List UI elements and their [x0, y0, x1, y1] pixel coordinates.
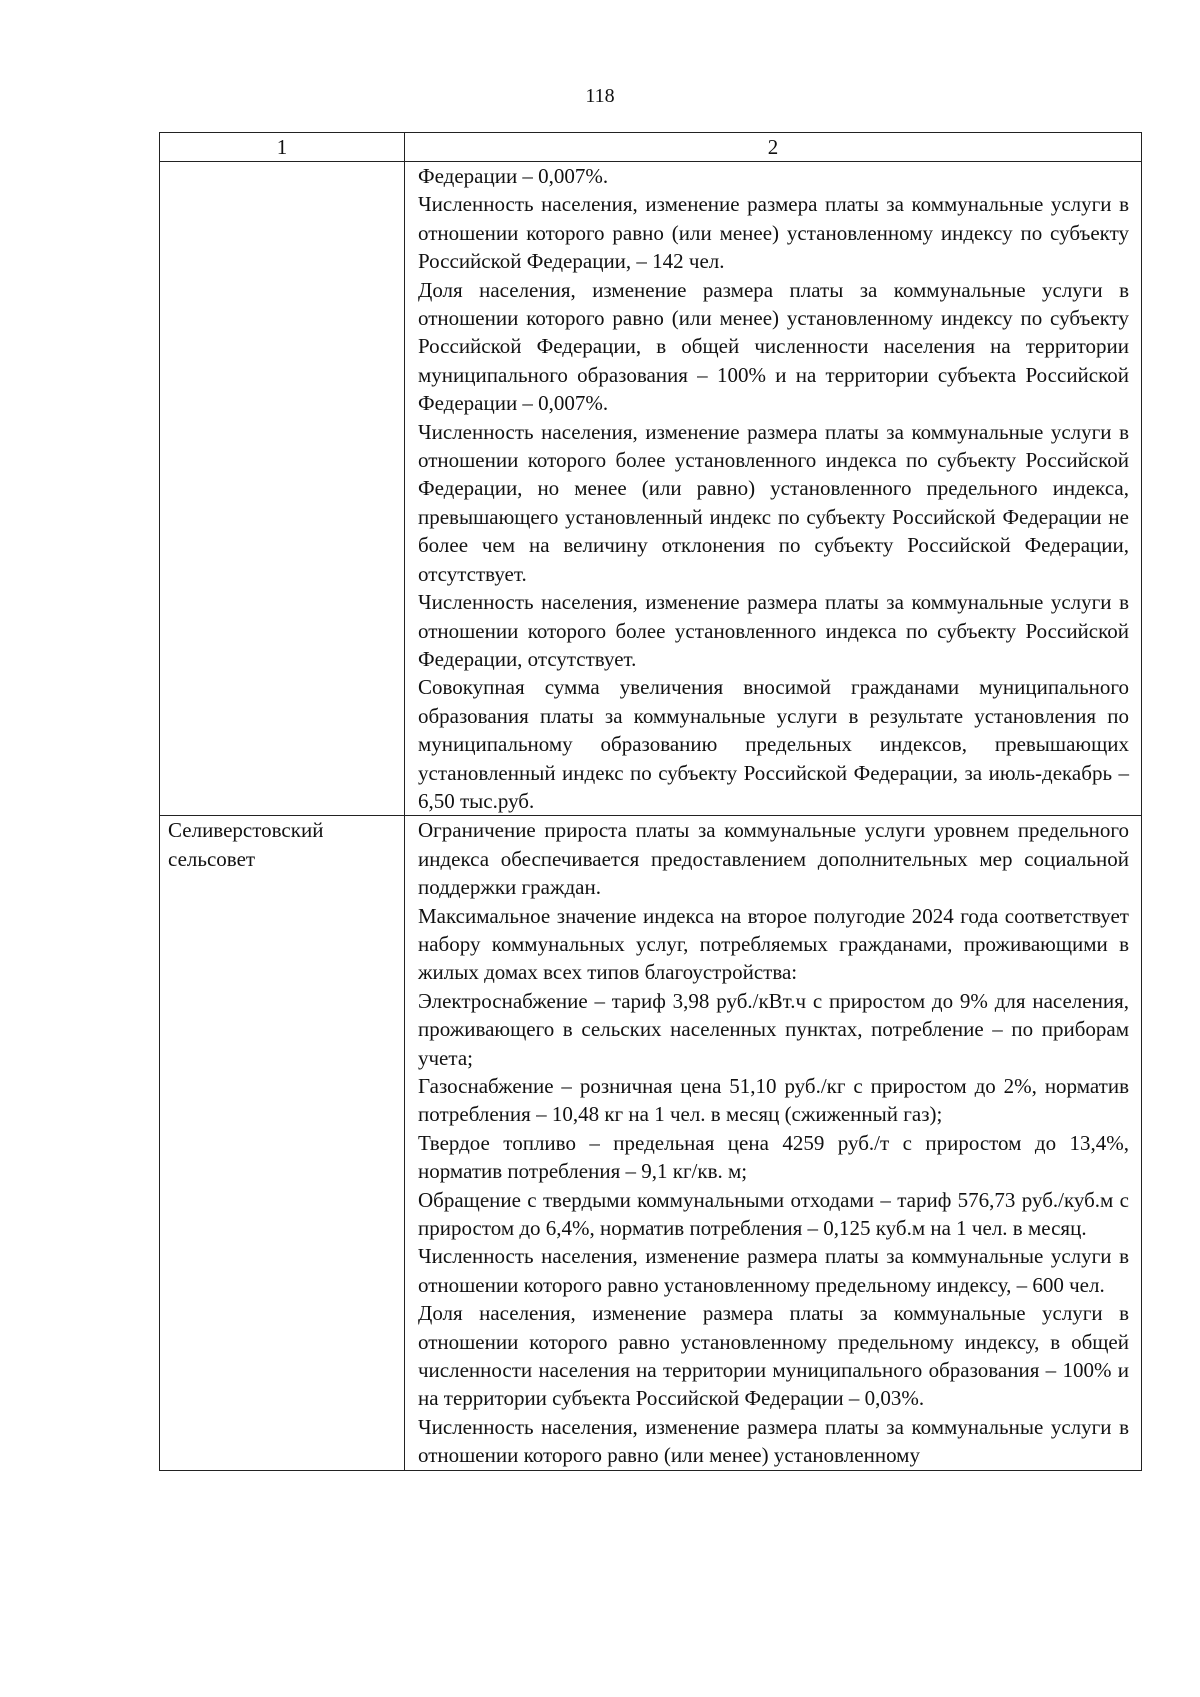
- data-table: [159, 132, 1142, 1471]
- municipality-name-cell: [160, 162, 405, 816]
- paragraph: Доля населения, изменение размера платы за коммунальные услуги в отношении которого равно (или менее) установленному индексу по субъекту Российской Федерации, в общей численности населения на территории муниципального образования – 100% и на территории субъекта Российской Федерации – 0,007%.: [418, 277, 1129, 416]
- paragraph: Численность населения, изменение размера платы за коммунальные услуги в отношении которого более установленного индекса по субъекту Российской Федерации, отсутствует.: [418, 590, 1129, 671]
- column-header-2: 2: [405, 133, 1142, 162]
- municipality-name-cell: Селиверстовский сельсовет: [160, 816, 405, 1470]
- page-number: 118: [585, 85, 615, 107]
- table-row: [160, 162, 1142, 816]
- table-header-row: [160, 133, 1142, 162]
- paragraph: Электроснабжение – тариф 3,98 руб./кВт.ч с приростом до 9% для населения, проживающего в сельских населенных пунктах, потребление – по приборам учета;: [418, 988, 1129, 1070]
- paragraph: Совокупная сумма увеличения вносимой гражданами муниципального образования платы за коммунальные услуги в результате установления по муниципальному образованию предельных индексов, превышающих установленный индекс по субъекту Российской Федерации, за июль-декабрь – 6,50 тыс.руб.: [418, 675, 1129, 813]
- paragraph: Твердое топливо – предельная цена 4259 руб./т с приростом до 13,4%, норматив потребления – 9,1 кг/кв. м;: [418, 1130, 1129, 1184]
- paragraph: Максимальное значение индекса на второе полугодие 2024 года соответствует набору коммунальных услуг, потребляемых гражданами, проживающими в жилых домах всех типов благоустройства:: [418, 903, 1129, 985]
- paragraph: Численность населения, изменение размера платы за коммунальные услуги в отношении которого равно (или менее) установленному индексу по субъекту Российской Федерации, – 142 чел.: [418, 192, 1129, 274]
- paragraph: Обращение с твердыми коммунальными отходами – тариф 576,73 руб./куб.м с приростом до 6,4%, норматив потребления – 0,125 куб.м на 1 чел. в месяц.: [418, 1187, 1129, 1241]
- paragraph: Газоснабжение – розничная цена 51,10 руб./кг с приростом до 2%, норматив потребления – 10,48 кг на 1 чел. в месяц (сжиженный газ);: [418, 1074, 1129, 1127]
- paragraph: Федерации – 0,007%.: [418, 164, 609, 188]
- paragraph: Ограничение прироста платы за коммунальные услуги уровнем предельного индекса обеспечивается предоставлением дополнительных мер социальной поддержки граждан.: [418, 818, 1129, 900]
- column-header-1: 1: [160, 133, 405, 162]
- description-cell: [405, 162, 1142, 816]
- description-cell: [405, 816, 1142, 1470]
- table-row: [160, 816, 1142, 1470]
- paragraph: Численность населения, изменение размера платы за коммунальные услуги в отношении которого равно (или менее) установленному: [418, 1414, 1129, 1468]
- paragraph: Численность населения, изменение размера платы за коммунальные услуги в отношении которого равно установленному предельному индексу, – 600 чел.: [418, 1244, 1129, 1297]
- paragraph: Доля населения, изменение размера платы за коммунальные услуги в отношении которого равно установленному предельному индексу, в общей численности населения на территории муниципального образования – 100% и на территории субъекта Российской Федерации – 0,03%.: [418, 1301, 1129, 1411]
- paragraph: Численность населения, изменение размера платы за коммунальные услуги в отношении которого более установленного индекса по субъекту Российской Федерации, но менее (или равно) установленного предельного индекса, превышающего установленный индекс по субъекту Российской Федерации не более чем на величину отклонения по субъекту Российской Федерации, отсутствует.: [418, 419, 1129, 586]
